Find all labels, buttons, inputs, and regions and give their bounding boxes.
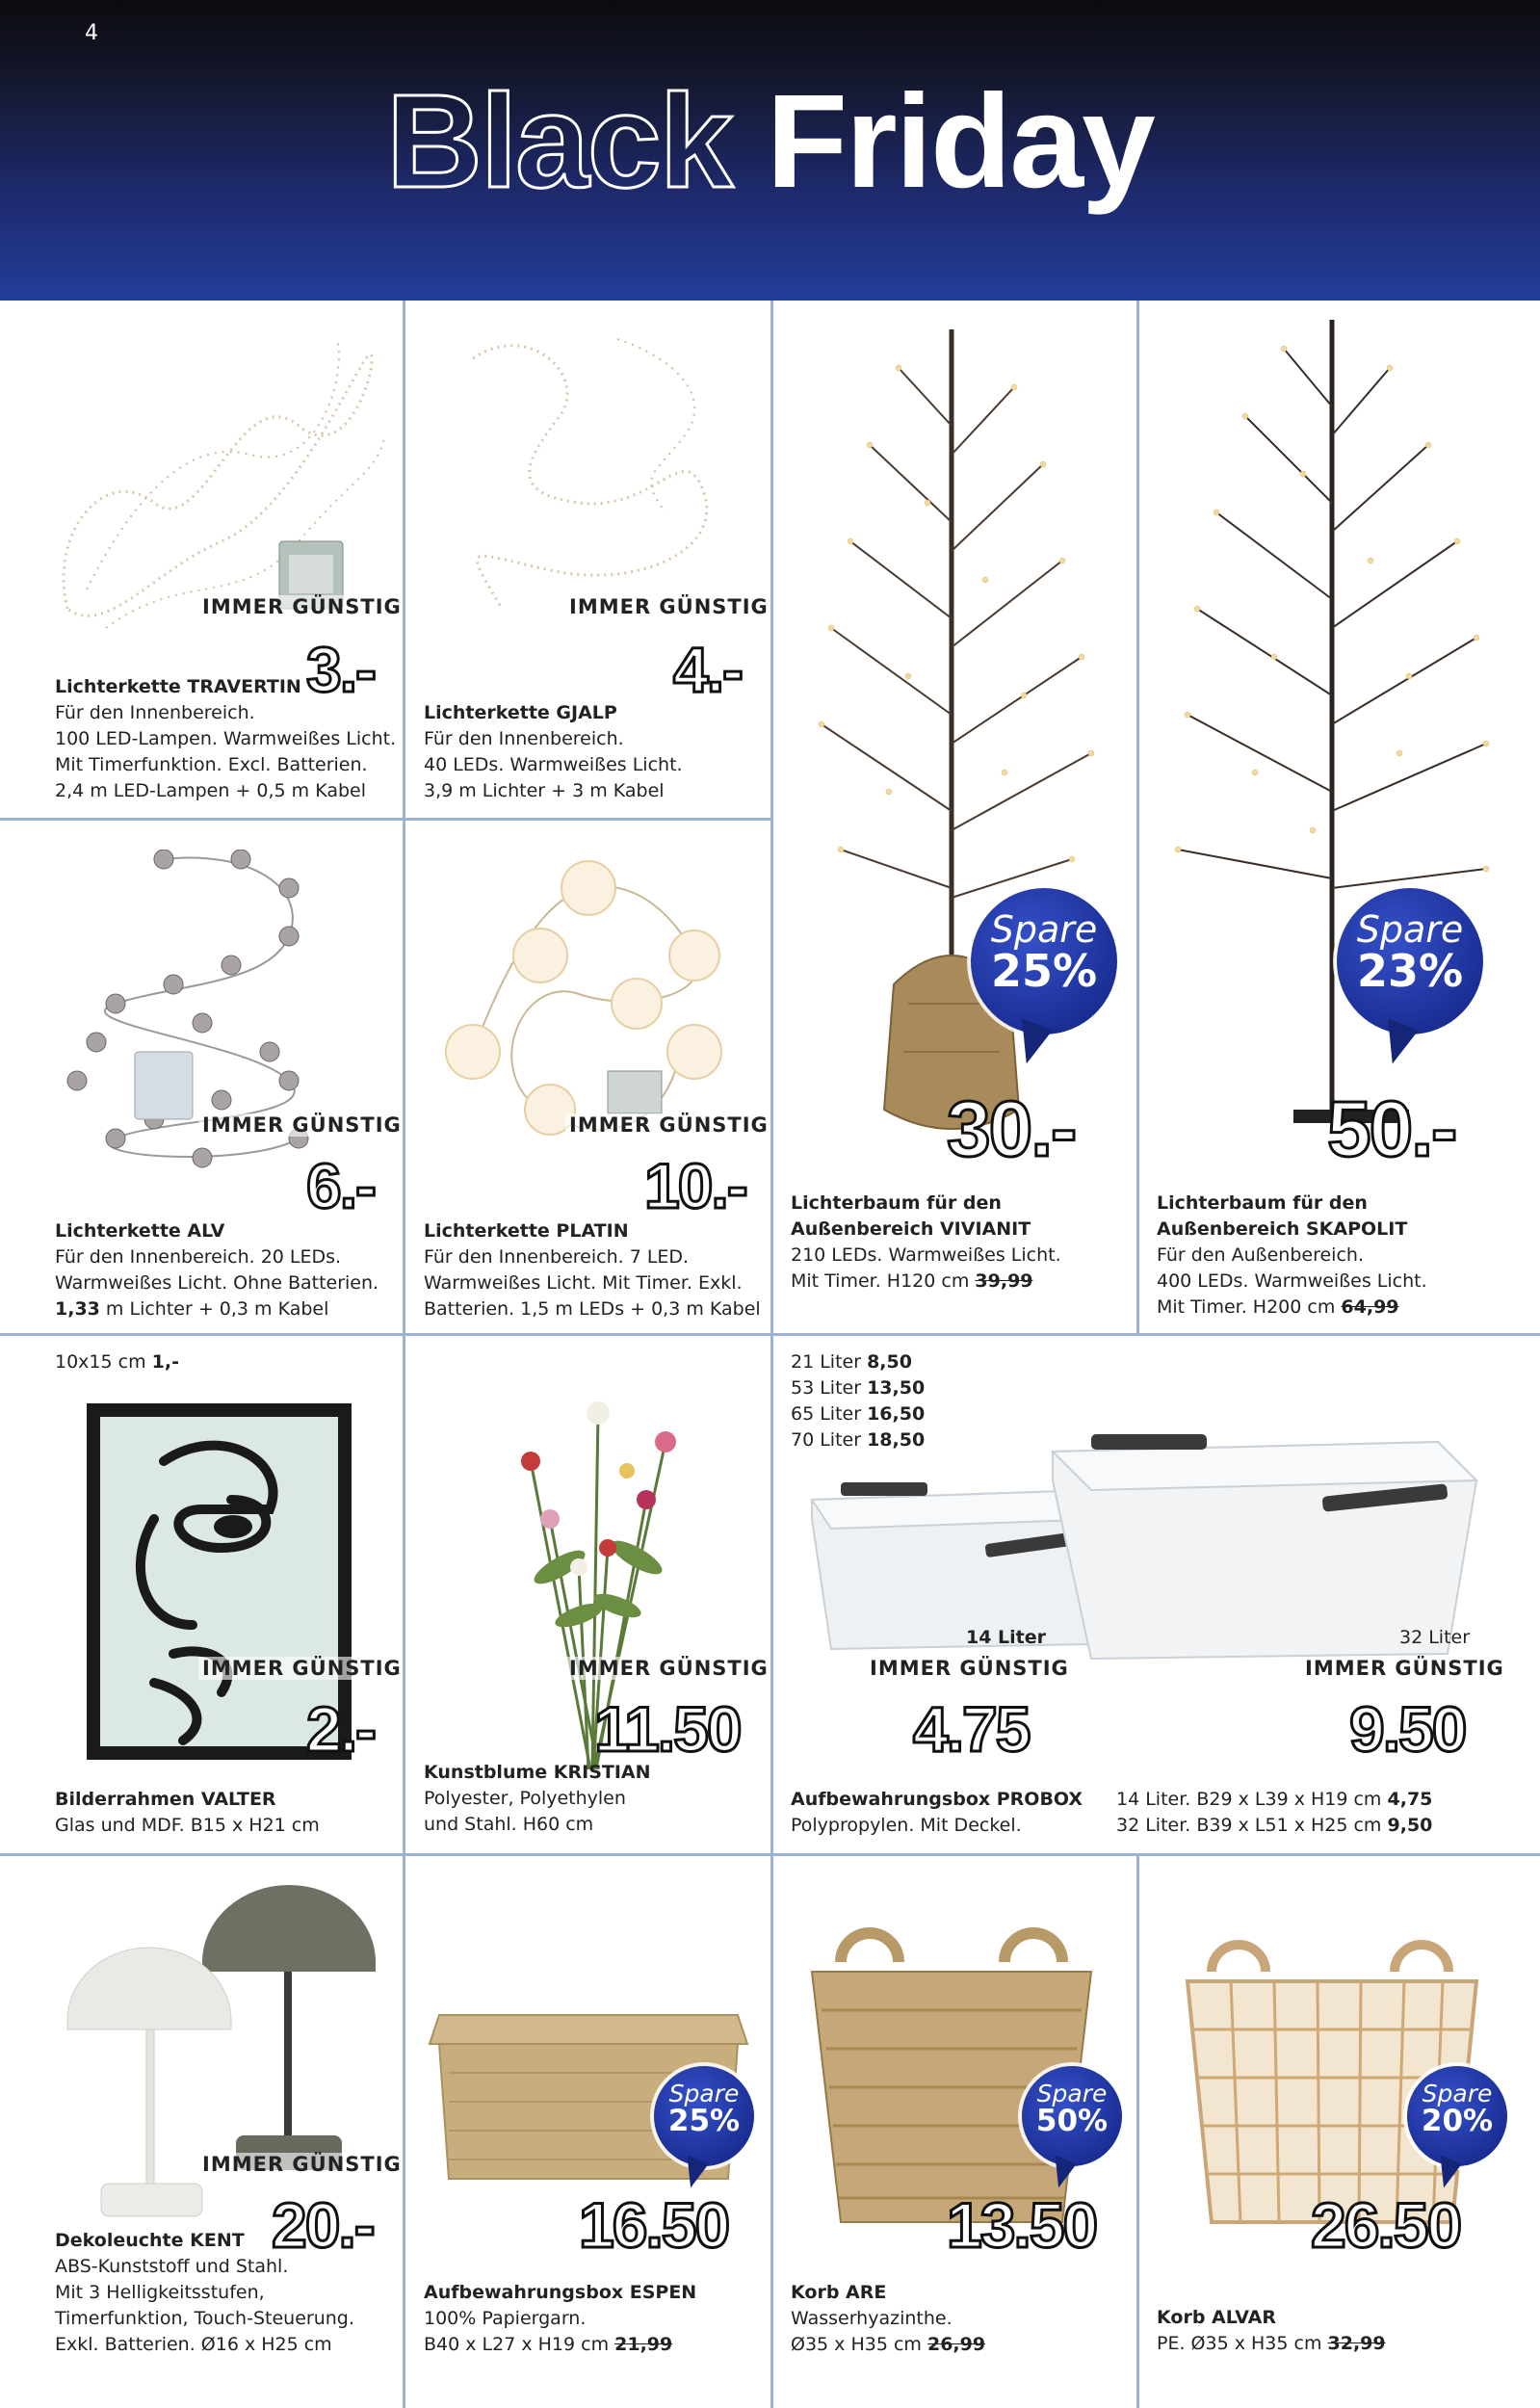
- title-black: Black: [386, 67, 732, 216]
- description-line: [1157, 2331, 1386, 2357]
- discount-badge: [1022, 2066, 1122, 2166]
- description-line: Mit 3 Helligkeitsstufen,: [55, 2282, 265, 2303]
- page-title: [0, 67, 1540, 216]
- always-cheap-label: IMMER GÜNSTIG: [565, 1113, 772, 1137]
- price: 16.50: [579, 2189, 729, 2261]
- small-box-label: 14 Liter: [966, 1627, 1047, 1648]
- price: 10.-: [644, 1150, 746, 1221]
- description-line: 2,4 m LED-Lampen + 0,5 m Kabel: [55, 780, 367, 801]
- description-line: Glas und MDF. B15 x H21 cm: [55, 1815, 320, 1836]
- badge-percent: 50%: [1035, 2104, 1109, 2138]
- description-line: Für den Innenbereich. 7 LED.: [424, 1246, 690, 1268]
- product-cell-travertin[interactable]: [0, 301, 405, 821]
- price: 20.-: [272, 2189, 374, 2261]
- price: 4.-: [673, 634, 743, 705]
- product-description: [424, 1760, 651, 1838]
- price: 2.-: [306, 1693, 376, 1765]
- badge-save-label: Spare: [990, 908, 1098, 951]
- product-description: [791, 1191, 1061, 1295]
- description-line: Warmweißes Licht. Mit Timer. Exkl.: [424, 1272, 743, 1294]
- product-cell-are[interactable]: [773, 1856, 1139, 2408]
- badge-save-label: Spare: [1356, 908, 1464, 951]
- size-specs: [1116, 1787, 1432, 1839]
- discount-badge: [1337, 888, 1483, 1034]
- product-description: [424, 2280, 696, 2358]
- price: 26.50: [1311, 2189, 1461, 2261]
- product-cell-vivianit[interactable]: [773, 301, 1139, 1336]
- product-cell-probox[interactable]: [773, 1336, 1540, 1856]
- always-cheap-label: IMMER GÜNSTIG: [565, 1657, 772, 1680]
- product-description: [55, 674, 396, 804]
- badge-percent: 20%: [1421, 2104, 1494, 2138]
- spec-line: [1116, 1787, 1432, 1813]
- description-line: Mit Timerfunktion. Excl. Batterien.: [55, 754, 368, 775]
- description-line: und Stahl. H60 cm: [424, 1814, 594, 1835]
- product-cell-alvar[interactable]: [1139, 1856, 1540, 2408]
- price: 30.-: [947, 1086, 1076, 1173]
- size-text: Ø35 x H35 cm: [791, 2334, 922, 2355]
- old-price: 32,99: [1327, 2333, 1386, 2354]
- price-small-box: 4.75: [913, 1693, 1030, 1765]
- badge-save-label: Spare: [1036, 2080, 1108, 2107]
- size-label: 10x15 cm: [55, 1351, 146, 1373]
- product-description: [1157, 2305, 1386, 2357]
- size-price-list: [791, 1349, 925, 1453]
- product-description: [791, 2280, 985, 2358]
- product-cell-kent[interactable]: [0, 1856, 405, 2408]
- always-cheap-label: IMMER GÜNSTIG: [198, 2153, 405, 2176]
- size-price: 13,50: [867, 1377, 926, 1399]
- product-name: Dekoleuchte KENT: [55, 2230, 245, 2251]
- discount-badge: [971, 888, 1117, 1034]
- discount-badge: [1407, 2066, 1507, 2166]
- product-cell-alv[interactable]: [0, 821, 405, 1336]
- description-line: 100 LED-Lampen. Warmweißes Licht.: [55, 728, 397, 749]
- size-price: 18,50: [867, 1429, 926, 1451]
- spec-price: 9,50: [1387, 1815, 1433, 1836]
- description-line: Für den Außenbereich.: [1157, 1244, 1364, 1266]
- product-description: [55, 1218, 378, 1322]
- product-name: Lichterkette PLATIN: [424, 1220, 629, 1242]
- description-line: Für den Innenbereich.: [55, 702, 255, 723]
- description-line: Exkl. Batterien. Ø16 x H25 cm: [55, 2334, 332, 2355]
- size-row: [791, 1427, 925, 1453]
- price: 6.-: [306, 1150, 376, 1221]
- price: 50.-: [1327, 1086, 1456, 1173]
- description-line: 400 LEDs. Warmweißes Licht.: [1157, 1270, 1427, 1292]
- size-label: 65 Liter: [791, 1403, 862, 1425]
- description-line: ABS-Kunststoff und Stahl.: [55, 2256, 289, 2277]
- price: 13.50: [947, 2189, 1097, 2261]
- product-description: [55, 2228, 354, 2358]
- discount-badge: [654, 2066, 754, 2166]
- light-tree-illustration: [1159, 310, 1515, 1177]
- badge-save-label: Spare: [668, 2080, 740, 2107]
- light-string-illustration: [444, 320, 743, 628]
- product-description: [424, 700, 683, 804]
- description-line: Warmweißes Licht. Ohne Batterien.: [55, 1272, 379, 1294]
- flower-light-string-illustration: [444, 859, 752, 1148]
- size-note: [55, 1349, 179, 1375]
- old-price: 26,99: [927, 2334, 986, 2355]
- size-label: 21 Liter: [791, 1351, 862, 1373]
- product-name: Lichterkette TRAVERTIN: [55, 676, 301, 697]
- header-banner: [0, 0, 1540, 301]
- size-text: Mit Timer. H120 cm: [791, 1270, 970, 1292]
- product-name-cont: Außenbereich SKAPOLIT: [1157, 1218, 1408, 1240]
- always-cheap-label: IMMER GÜNSTIG: [866, 1657, 1073, 1680]
- product-name: Korb ARE: [791, 2282, 887, 2303]
- description-line: Batterien. 1,5 m LEDs + 0,3 m Kabel: [424, 1298, 761, 1320]
- page-number: 4: [85, 21, 98, 45]
- old-price: 21,99: [614, 2334, 673, 2355]
- badge-percent: 25%: [667, 2104, 741, 2138]
- product-name: Aufbewahrungsbox ESPEN: [424, 2282, 697, 2303]
- product-description: [55, 1787, 320, 1839]
- price-large-box: 9.50: [1349, 1693, 1466, 1765]
- spec-text: 32 Liter. B39 x L51 x H25 cm: [1116, 1815, 1382, 1836]
- size-row: [791, 1349, 925, 1375]
- length-rest: m Lichter + 0,3 m Kabel: [99, 1298, 329, 1320]
- product-name: Korb ALVAR: [1157, 2307, 1276, 2328]
- badge-percent: 25%: [990, 945, 1098, 997]
- old-price: 64,99: [1341, 1296, 1399, 1318]
- product-description: [424, 1218, 761, 1322]
- spec-line: [1116, 1813, 1432, 1839]
- product-cell-espen[interactable]: [405, 1856, 773, 2408]
- size-label: 53 Liter: [791, 1377, 862, 1399]
- product-cell-platin[interactable]: [405, 821, 773, 1336]
- product-name: Lichterbaum für den: [1157, 1192, 1368, 1214]
- spec-text: 14 Liter. B29 x L39 x H19 cm: [1116, 1789, 1382, 1810]
- product-name: Lichterkette ALV: [55, 1220, 225, 1242]
- product-name: Lichterbaum für den: [791, 1192, 1002, 1214]
- light-tree-illustration: [793, 310, 1110, 1177]
- size-price: 1,-: [151, 1351, 179, 1373]
- product-cell-valter[interactable]: [0, 1336, 405, 1856]
- badge-save-label: Spare: [1422, 2080, 1493, 2107]
- description-line: 40 LEDs. Warmweißes Licht.: [424, 754, 683, 775]
- product-cell-skapolit[interactable]: [1139, 301, 1540, 1336]
- always-cheap-label: IMMER GÜNSTIG: [198, 1113, 405, 1137]
- badge-percent: 23%: [1356, 945, 1464, 997]
- product-cell-gjalp[interactable]: [405, 301, 773, 821]
- size-price: 16,50: [867, 1403, 926, 1425]
- size-text: Mit Timer. H200 cm: [1157, 1296, 1336, 1318]
- product-name: Bilderrahmen VALTER: [55, 1789, 276, 1810]
- description-line: Timerfunktion, Touch-Steuerung.: [55, 2308, 354, 2329]
- price: 3.-: [306, 634, 376, 705]
- always-cheap-label: IMMER GÜNSTIG: [565, 595, 772, 618]
- size-text: B40 x L27 x H19 cm: [424, 2334, 610, 2355]
- product-name: Lichterkette GJALP: [424, 702, 617, 723]
- description-line: Polyester, Polyethylen: [424, 1788, 626, 1809]
- product-cell-kristian[interactable]: [405, 1336, 773, 1856]
- description-line: 210 LEDs. Warmweißes Licht.: [791, 1244, 1061, 1266]
- large-box-label: 32 Liter: [1399, 1627, 1471, 1648]
- description-line: 100% Papiergarn.: [424, 2308, 587, 2329]
- size-price-note: [55, 1349, 179, 1375]
- description-line: [791, 2332, 985, 2358]
- description-line: Wasserhyazinthe.: [791, 2308, 953, 2329]
- product-name: Kunstblume KRISTIAN: [424, 1762, 651, 1783]
- description-line: [1157, 1295, 1427, 1321]
- description-line: [791, 1269, 1061, 1295]
- description-line: Polypropylen. Mit Deckel.: [791, 1815, 1022, 1836]
- always-cheap-label: IMMER GÜNSTIG: [1301, 1657, 1508, 1680]
- spec-price: 4,75: [1387, 1789, 1433, 1810]
- product-name-cont: Außenbereich VIVIANIT: [791, 1218, 1031, 1240]
- size-price: 8,50: [867, 1351, 912, 1373]
- size-row: [791, 1375, 925, 1401]
- price: 11.50: [594, 1693, 741, 1765]
- description-line: [424, 2332, 696, 2358]
- description-line: Für den Innenbereich.: [424, 728, 624, 749]
- description-line: 3,9 m Lichter + 3 m Kabel: [424, 780, 665, 801]
- title-friday: Friday: [766, 67, 1154, 216]
- size-text: PE. Ø35 x H35 cm: [1157, 2333, 1322, 2354]
- length-value: 1,33: [55, 1298, 100, 1320]
- product-description: [1157, 1191, 1427, 1321]
- product-name: Aufbewahrungsbox PROBOX: [791, 1789, 1083, 1810]
- always-cheap-label: IMMER GÜNSTIG: [198, 1657, 405, 1680]
- size-label: 70 Liter: [791, 1429, 862, 1451]
- always-cheap-label: IMMER GÜNSTIG: [198, 595, 405, 618]
- description-line: [55, 1296, 378, 1322]
- size-row: [791, 1401, 925, 1427]
- product-description: [791, 1787, 1083, 1839]
- description-line: Für den Innenbereich. 20 LEDs.: [55, 1246, 342, 1268]
- old-price: 39,99: [975, 1270, 1033, 1292]
